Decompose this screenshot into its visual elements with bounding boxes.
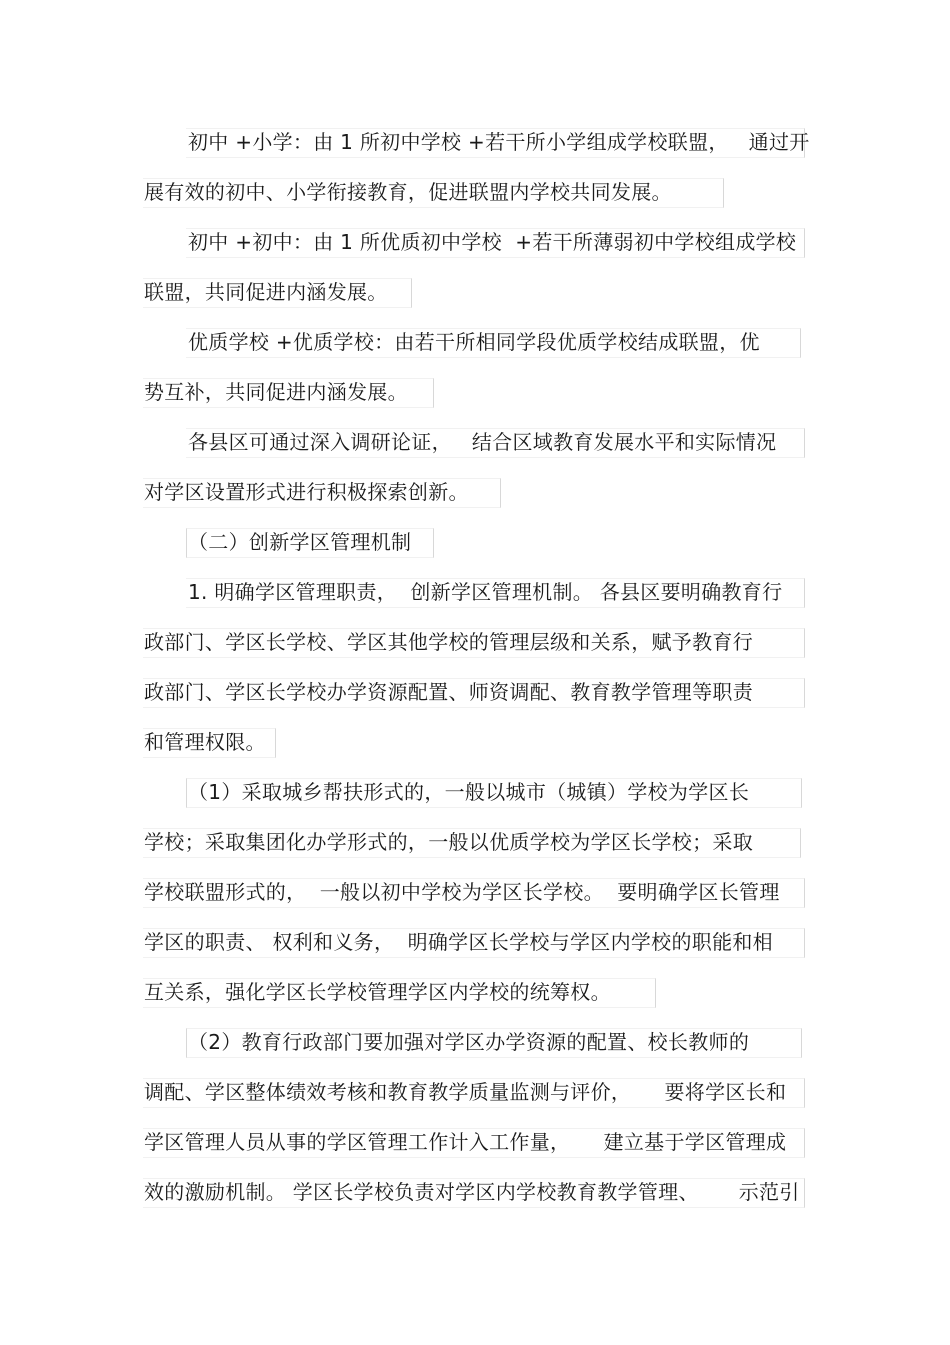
paragraph-line: 各县区可通过深入调研论证， 结合区域教育发展水平和实际情况: [188, 430, 777, 454]
section-heading: （二）创新学区管理机制: [188, 530, 412, 554]
paragraph-line: 政部门、学区长学校、学区其他学校的管理层级和关系，赋予教育行: [144, 630, 753, 654]
paragraph-line: 学校联盟形式的， 一般以初中学校为学区长学校。 要明确学区长管理: [144, 880, 780, 904]
paragraph-line: 互关系，强化学区长学校管理学区内学校的统筹权。: [144, 980, 611, 1004]
paragraph-line: 联盟，共同促进内涵发展。: [144, 280, 388, 304]
paragraph-line: 学区管理人员从事的学区管理工作计入工作量， 建立基于学区管理成: [144, 1130, 787, 1154]
paragraph-line: 学区的职责、 权利和义务， 明确学区长学校与学区内学校的职能和相: [144, 930, 773, 954]
paragraph-line: 1. 明确学区管理职责， 创新学区管理机制。 各县区要明确教育行: [188, 580, 783, 604]
paragraph-line: 效的激励机制。 学区长学校负责对学区内学校教育教学管理、 示范引: [144, 1180, 800, 1204]
paragraph-line: （2）教育行政部门要加强对学区办学资源的配置、校长教师的: [188, 1030, 750, 1054]
paragraph-line: （1）采取城乡帮扶形式的，一般以城市（城镇）学校为学区长: [188, 780, 750, 804]
paragraph-line: 优质学校 +优质学校：由若干所相同学段优质学校结成联盟，优: [188, 330, 760, 354]
paragraph-line: 和管理权限。: [144, 730, 266, 754]
paragraph-line: 学校；采取集团化办学形式的，一般以优质学校为学区长学校；采取: [144, 830, 753, 854]
paragraph-line: 调配、学区整体绩效考核和教育教学质量监测与评价， 要将学区长和: [144, 1080, 787, 1104]
paragraph-line: 对学区设置形式进行积极探索创新。: [144, 480, 469, 504]
paragraph-line: 政部门、学区长学校办学资源配置、师资调配、教育教学管理等职责: [144, 680, 753, 704]
paragraph-line: 展有效的初中、小学衔接教育，促进联盟内学校共同发展。: [144, 180, 672, 204]
paragraph-line: 势互补，共同促进内涵发展。: [144, 380, 408, 404]
paragraph-line: 初中 +初中：由 1 所优质初中学校 +若干所薄弱初中学校组成学校: [188, 230, 797, 254]
paragraph-line: 初中 +小学：由 1 所初中学校 +若干所小学组成学校联盟， 通过开: [188, 130, 810, 154]
